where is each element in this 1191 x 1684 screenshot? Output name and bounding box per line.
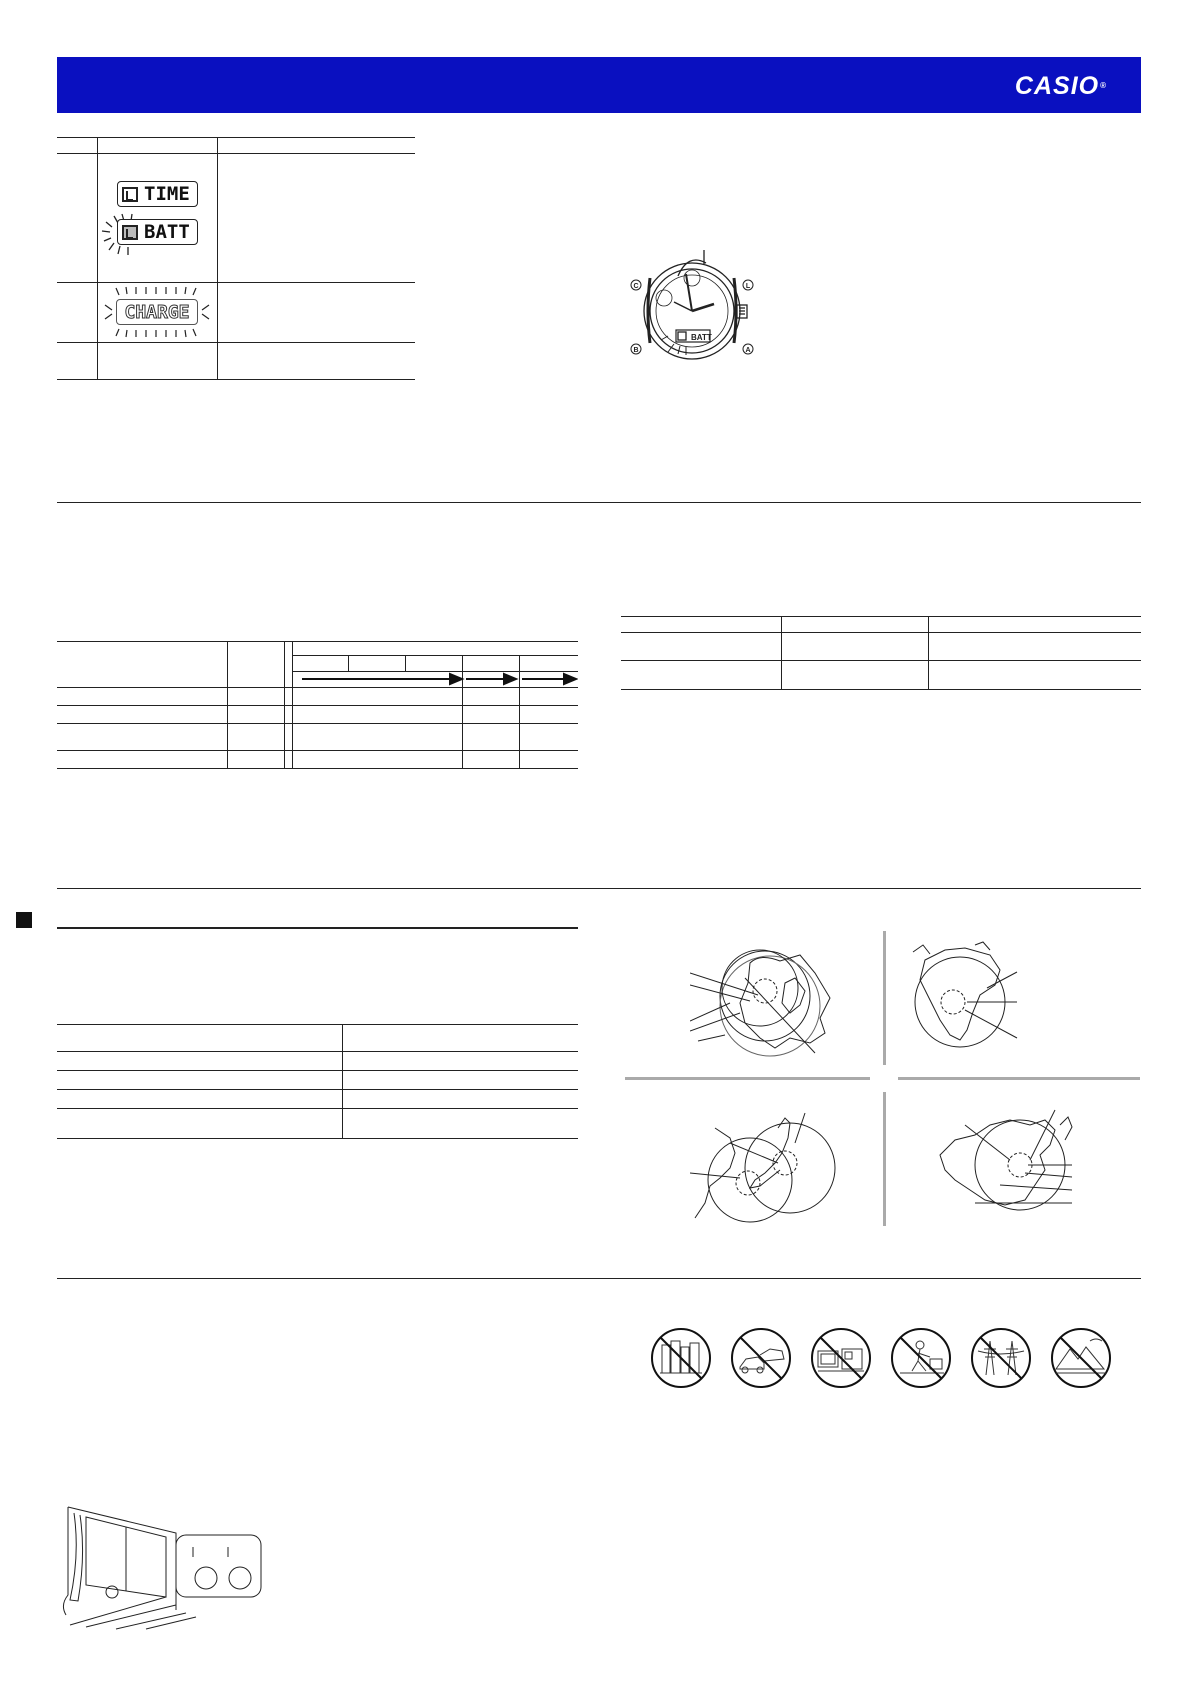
- watch-illustration: [628, 248, 756, 363]
- section-marker-icon: [16, 912, 32, 928]
- prohibited-appliances-icon: [810, 1327, 872, 1389]
- section-divider: [57, 502, 1141, 503]
- l-indicator-flashing-icon: [122, 225, 138, 240]
- lcd-charge-display: CHARGE: [116, 299, 198, 325]
- prohibited-buildings-icon: [650, 1327, 712, 1389]
- button-c-label: C: [633, 283, 639, 290]
- subsection-underline: [57, 927, 578, 929]
- button-a-label: A: [745, 347, 751, 354]
- window-placement-illustration: [56, 1505, 266, 1630]
- button-l-label: L: [745, 283, 751, 290]
- section-divider: [57, 888, 1141, 889]
- prohibited-mountains-icon: [1050, 1327, 1112, 1389]
- l-indicator-icon: [122, 187, 138, 202]
- north-america-reception-map: [905, 940, 1055, 1065]
- prohibited-power-lines-icon: [970, 1327, 1032, 1389]
- china-reception-map: [930, 1105, 1080, 1225]
- prohibited-vehicles-icon: [730, 1327, 792, 1389]
- lcd-time-display: TIME: [117, 181, 198, 207]
- japan-reception-map: [690, 1108, 840, 1228]
- europe-reception-map: [690, 943, 850, 1061]
- prohibited-construction-icon: [890, 1327, 952, 1389]
- casio-logo: CASIO®: [1014, 72, 1107, 100]
- header-bar: [57, 57, 1141, 113]
- duration-arrows: [292, 671, 578, 687]
- section-divider: [57, 1278, 1141, 1279]
- lcd-batt-display: BATT: [117, 219, 198, 245]
- watch-lcd-text: BATT: [691, 333, 712, 342]
- button-b-label: B: [633, 347, 639, 354]
